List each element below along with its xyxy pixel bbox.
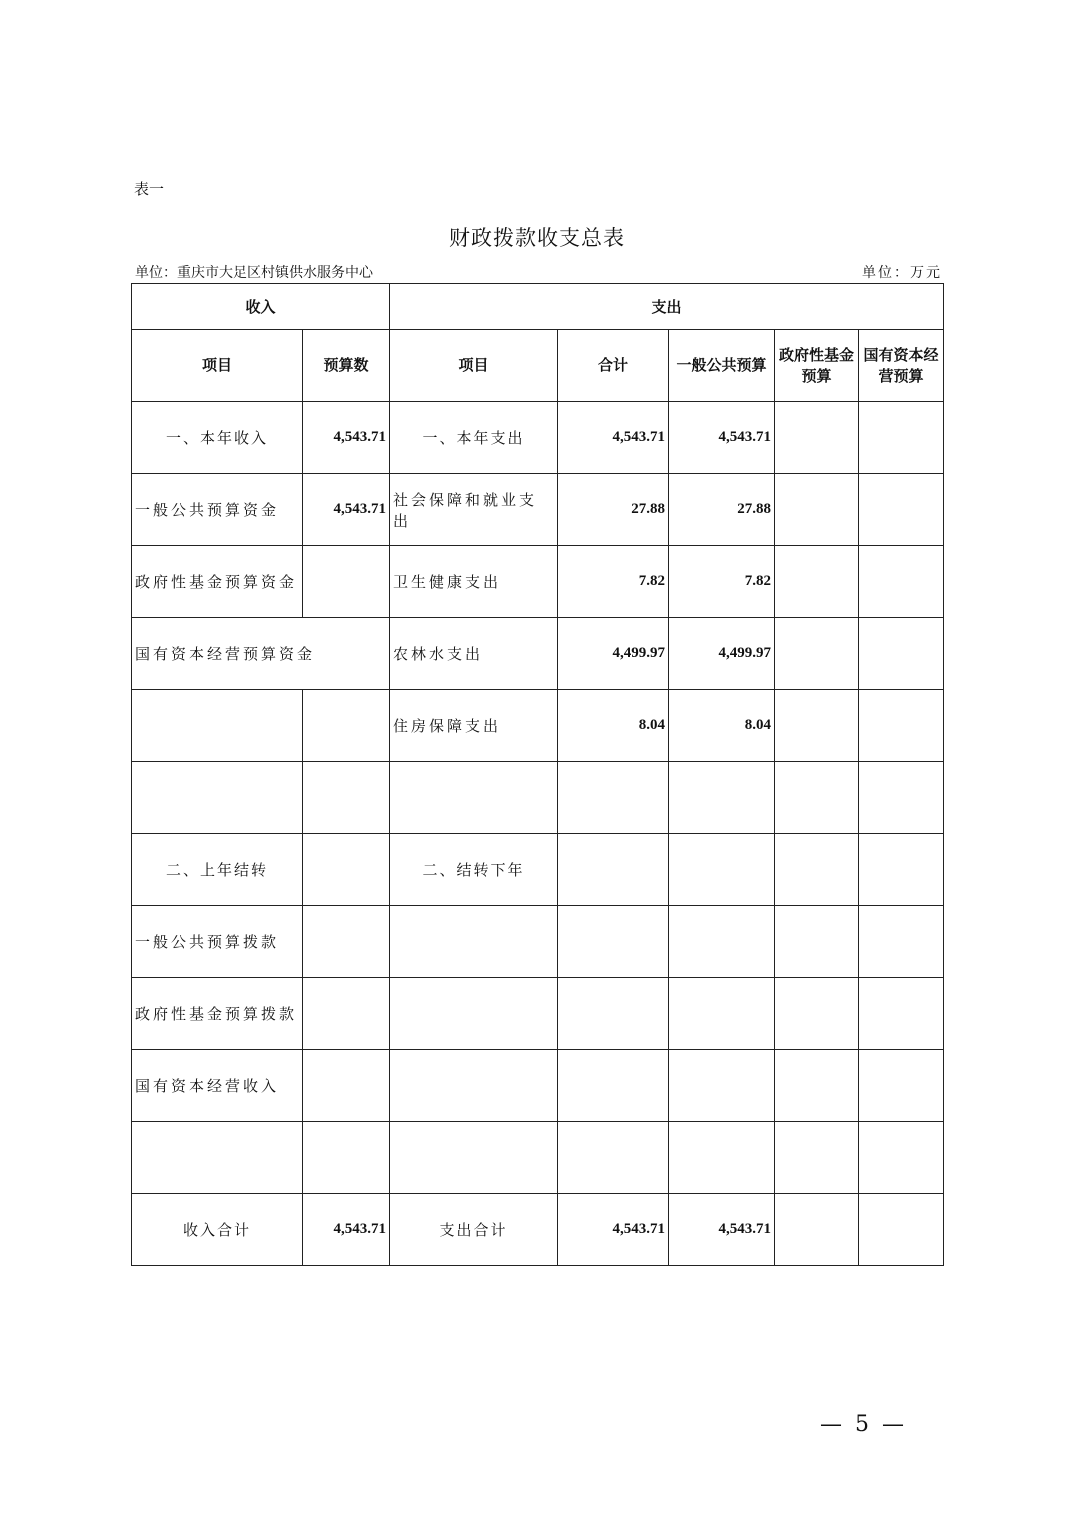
income-item-cell: 二、上年结转 (132, 834, 303, 906)
income-item-cell: 一、本年收入 (132, 402, 303, 474)
expense-item-cell (390, 1050, 558, 1122)
total-cell: 4,499.97 (558, 618, 669, 690)
table-row (132, 690, 944, 762)
expense-item-cell: 农林水支出 (390, 618, 558, 690)
table-row (132, 1050, 944, 1122)
expense-item-cell: 住房保障支出 (390, 690, 558, 762)
table-label: 表一 (134, 180, 165, 198)
soe-budget-cell (859, 1194, 944, 1266)
header-expense-item: 项目 (390, 330, 558, 402)
income-item-cell: 一般公共预算拨款 (132, 906, 303, 978)
total-cell (558, 978, 669, 1050)
soe-budget-cell (859, 546, 944, 618)
table-row (132, 834, 944, 906)
income-amount-cell (303, 978, 390, 1050)
soe-budget-cell (859, 762, 944, 834)
total-cell (558, 762, 669, 834)
table-row (132, 978, 944, 1050)
income-item-cell (132, 762, 303, 834)
table-row (132, 618, 944, 690)
fund-budget-cell (775, 906, 859, 978)
expense-item-cell: 社会保障和就业支出 (390, 474, 558, 546)
total-cell (558, 906, 669, 978)
fund-budget-cell (775, 978, 859, 1050)
header-income-item: 项目 (132, 330, 303, 402)
table-row (132, 906, 944, 978)
header-fund-budget: 政府性基金预算 (775, 330, 859, 402)
income-item-cell: 政府性基金预算资金 (132, 546, 303, 618)
income-item-cell: 一般公共预算资金 (132, 474, 303, 546)
budget-table (131, 283, 944, 1266)
header-total: 合计 (558, 330, 669, 402)
income-item-cell (132, 1122, 303, 1194)
expense-total-label: 支出合计 (390, 1194, 558, 1266)
total-cell (558, 834, 669, 906)
income-total-label: 收入合计 (132, 1194, 303, 1266)
income-total-amount: 4,543.71 (303, 1194, 390, 1266)
header-row-group (132, 284, 944, 330)
fund-budget-cell (775, 474, 859, 546)
soe-budget-cell (859, 474, 944, 546)
general-budget-cell: 7.82 (669, 546, 775, 618)
soe-budget-cell (859, 1122, 944, 1194)
header-budget: 预算数 (303, 330, 390, 402)
income-item-cell (132, 690, 303, 762)
total-cell: 27.88 (558, 474, 669, 546)
expense-item-cell (390, 906, 558, 978)
income-amount-cell: 4,543.71 (303, 474, 390, 546)
general-budget-cell: 4,543.71 (669, 402, 775, 474)
soe-budget-cell (859, 690, 944, 762)
header-soe-budget: 国有资本经营预算 (859, 330, 944, 402)
fund-budget-cell (775, 690, 859, 762)
unit-currency: 单位：万元 (862, 265, 942, 281)
income-amount-cell: 4,543.71 (303, 402, 390, 474)
unit-organization: 单位：重庆市大足区村镇供水服务中心 (135, 265, 373, 281)
general-budget-cell (669, 978, 775, 1050)
soe-budget-cell (859, 1050, 944, 1122)
header-income: 收入 (132, 284, 390, 330)
table-row (132, 762, 944, 834)
general-budget-cell (669, 834, 775, 906)
income-amount-cell (303, 762, 390, 834)
expense-item-cell: 一、本年支出 (390, 402, 558, 474)
soe-budget-cell (859, 906, 944, 978)
income-amount-cell (303, 1050, 390, 1122)
expense-item-cell: 二、结转下年 (390, 834, 558, 906)
page-title: 财政拨款收支总表 (449, 226, 625, 250)
header-row-columns (132, 330, 944, 402)
income-amount-cell (303, 546, 390, 618)
total-cell: 8.04 (558, 690, 669, 762)
total-cell: 7.82 (558, 546, 669, 618)
table-row (132, 1122, 944, 1194)
total-cell (558, 1050, 669, 1122)
fund-budget-cell (775, 618, 859, 690)
general-budget-cell (669, 1050, 775, 1122)
total-cell (558, 1122, 669, 1194)
general-budget-cell: 27.88 (669, 474, 775, 546)
page-number: — 5 — (820, 1412, 907, 1437)
income-amount-cell (303, 834, 390, 906)
income-item-cell: 国有资本经营预算资金 (132, 618, 390, 690)
table-row-total (132, 1194, 944, 1266)
fund-budget-cell (775, 834, 859, 906)
fund-budget-cell (775, 1194, 859, 1266)
table-row (132, 402, 944, 474)
general-budget-cell: 8.04 (669, 690, 775, 762)
fund-budget-cell (775, 402, 859, 474)
total-cell: 4,543.71 (558, 1194, 669, 1266)
income-amount-cell (303, 690, 390, 762)
table-row (132, 474, 944, 546)
income-item-cell: 国有资本经营收入 (132, 1050, 303, 1122)
soe-budget-cell (859, 402, 944, 474)
fund-budget-cell (775, 1122, 859, 1194)
expense-item-cell (390, 978, 558, 1050)
expense-item-cell (390, 1122, 558, 1194)
general-budget-cell: 4,543.71 (669, 1194, 775, 1266)
income-amount-cell (303, 1122, 390, 1194)
header-general-budget: 一般公共预算 (669, 330, 775, 402)
fund-budget-cell (775, 546, 859, 618)
general-budget-cell (669, 906, 775, 978)
general-budget-cell: 4,499.97 (669, 618, 775, 690)
header-expense: 支出 (390, 284, 944, 330)
soe-budget-cell (859, 834, 944, 906)
expense-item-cell: 卫生健康支出 (390, 546, 558, 618)
general-budget-cell (669, 762, 775, 834)
soe-budget-cell (859, 618, 944, 690)
fund-budget-cell (775, 1050, 859, 1122)
fund-budget-cell (775, 762, 859, 834)
total-cell: 4,543.71 (558, 402, 669, 474)
table-row (132, 546, 944, 618)
soe-budget-cell (859, 978, 944, 1050)
expense-item-cell (390, 762, 558, 834)
income-item-cell: 政府性基金预算拨款 (132, 978, 303, 1050)
income-amount-cell (303, 906, 390, 978)
general-budget-cell (669, 1122, 775, 1194)
